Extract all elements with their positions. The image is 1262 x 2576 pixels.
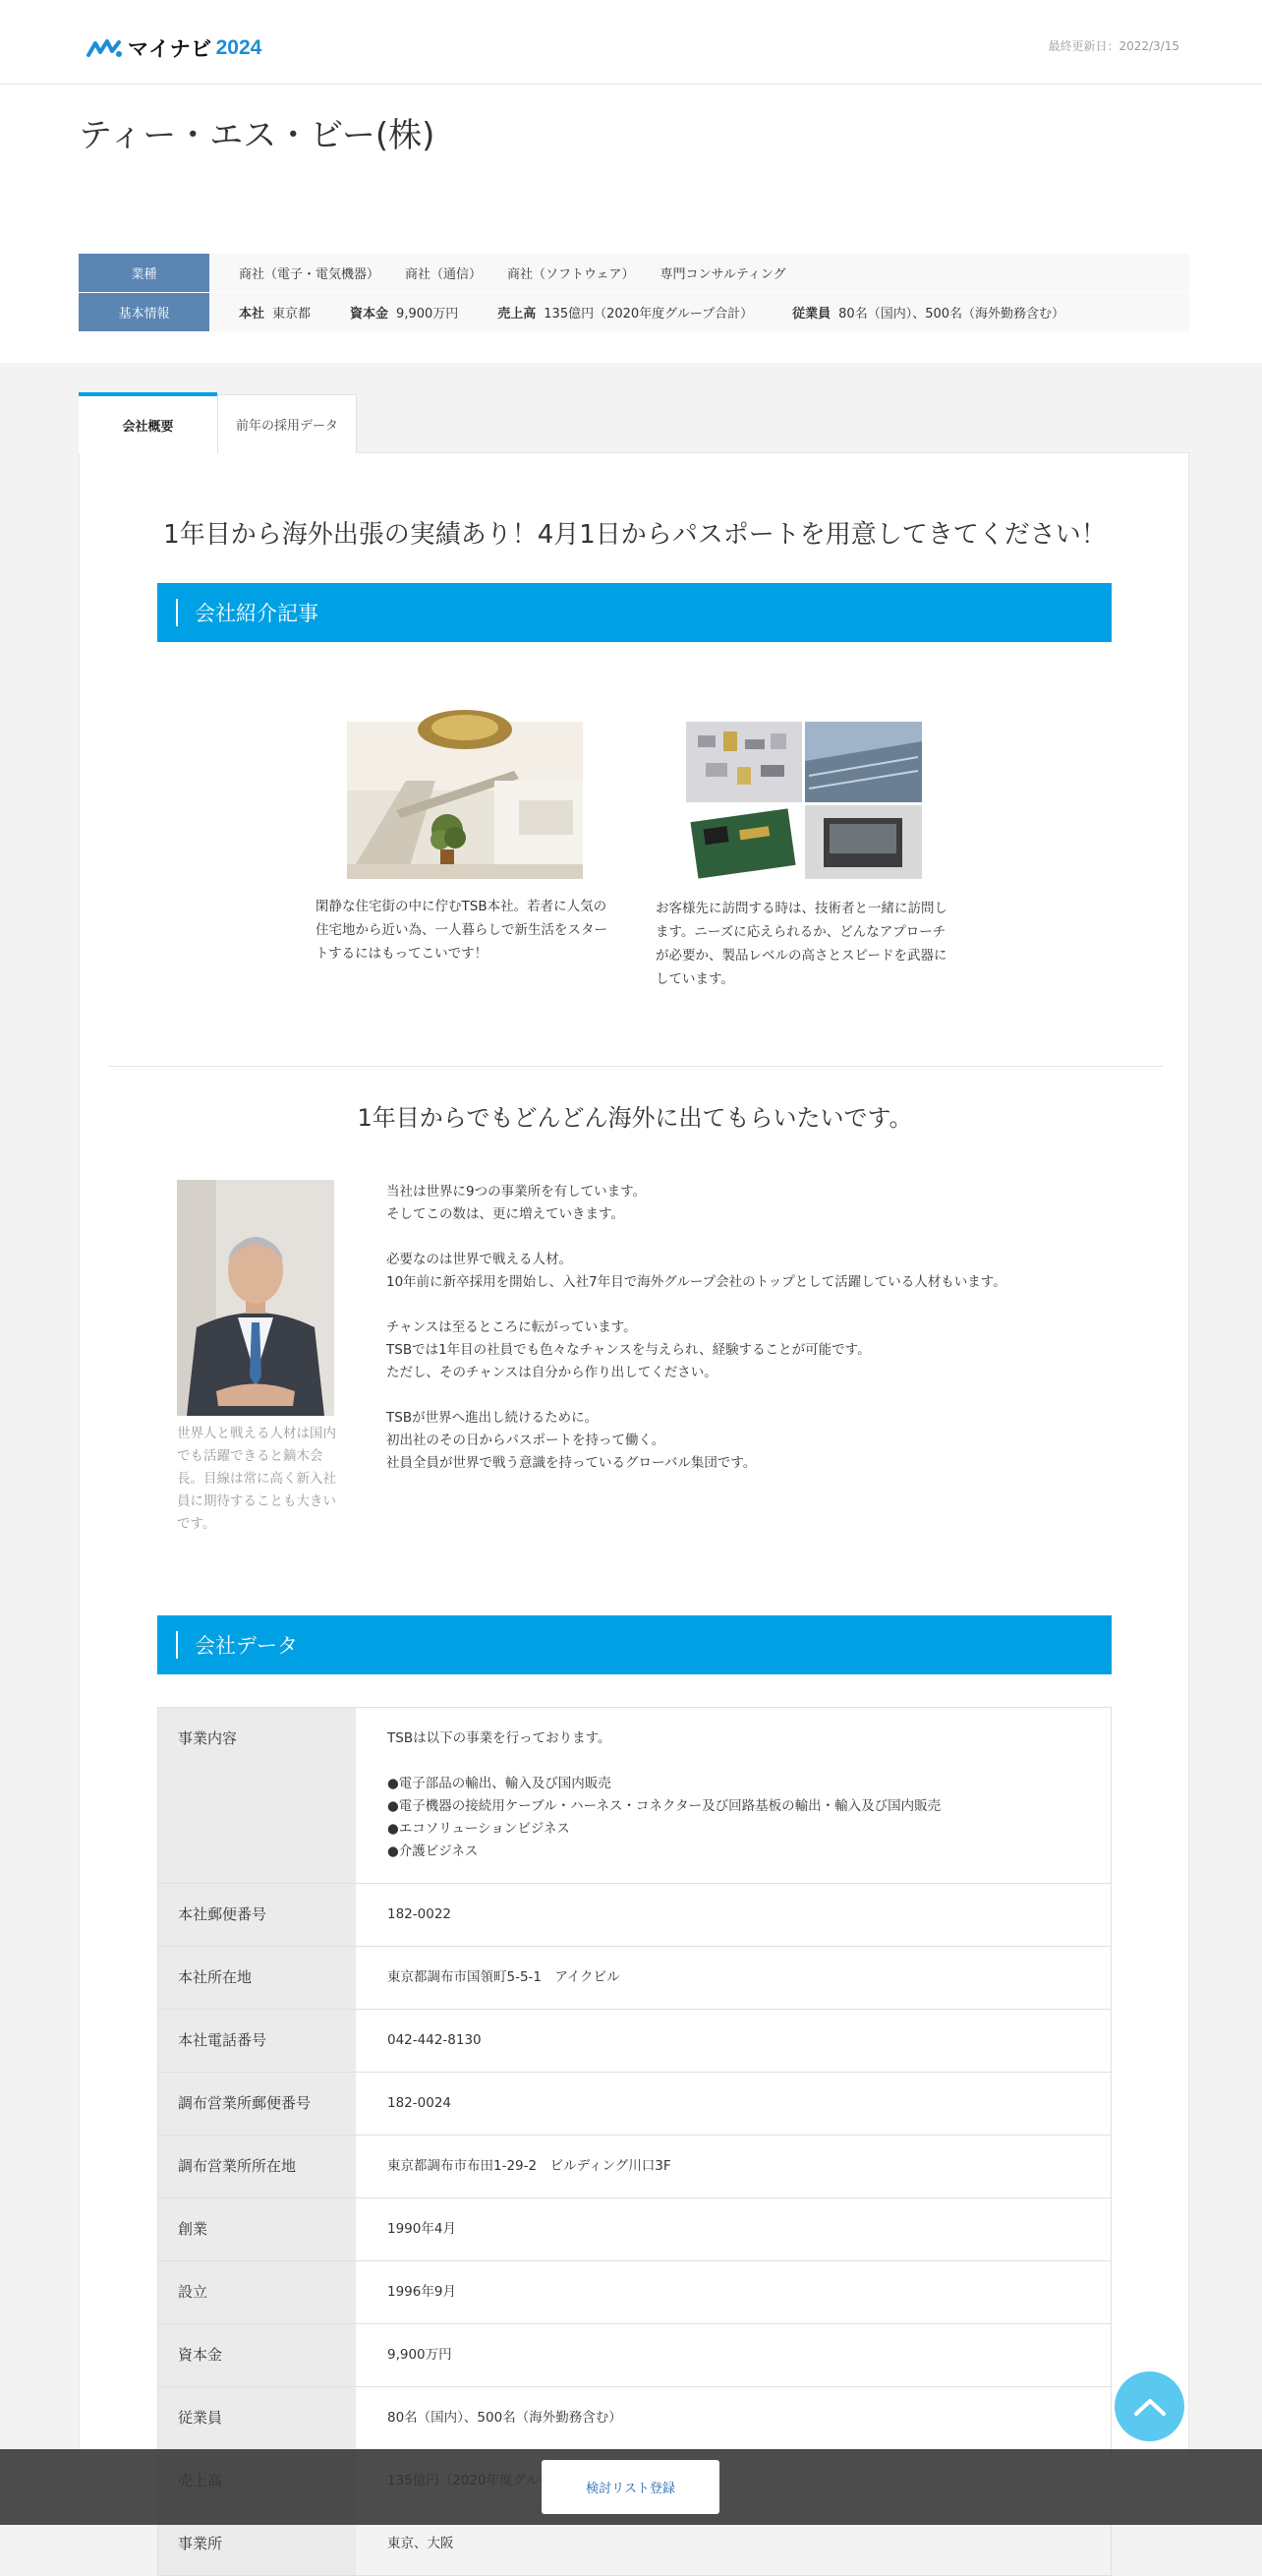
basic-info-list xyxy=(209,303,1104,322)
row-value: 042-442-8130 xyxy=(387,2032,482,2048)
table-row xyxy=(158,1708,1111,1884)
basic-info-value: 80名（国内）、500名（海外勤務含む） xyxy=(838,307,1065,322)
message-paragraph xyxy=(386,1181,1133,1226)
industry-list xyxy=(209,263,812,282)
industry-item: 商社（通信） xyxy=(405,267,483,282)
message-line: 初出社のその日からパスポートを持って働く。 xyxy=(386,1433,665,1448)
message-line: チャンスは至るところに転がっています。 xyxy=(386,1319,637,1335)
industry-item: 専門コンサルティング xyxy=(660,267,786,282)
row-label: 従業員 xyxy=(158,2387,356,2449)
row-label: 事業所 xyxy=(158,2513,356,2575)
scroll-to-top-button[interactable] xyxy=(1115,2371,1184,2441)
chevron-up-icon xyxy=(1133,2397,1167,2417)
logo-year-text: 2024 xyxy=(215,36,262,59)
sub-catch-copy: 1年目からでもどんどん海外に出てもらいたいです。 xyxy=(357,1104,913,1132)
company-name: ティー・エス・ビー(株) xyxy=(79,116,435,155)
row-value: 182-0024 xyxy=(387,2095,451,2111)
basic-info-key: 本社 xyxy=(239,307,265,322)
tab-previous-recruitment-data[interactable]: 前年の採用データ xyxy=(217,394,357,453)
section-heading-company-data: 会社データ xyxy=(157,1615,1112,1674)
row-label: 本社郵便番号 xyxy=(158,1884,356,1946)
basic-info-item xyxy=(239,303,311,322)
row-value: 東京都調布市布田1-29-2 ビルディング川口3F xyxy=(387,2158,671,2174)
table-row xyxy=(158,1884,1111,1947)
mynavi-logo[interactable] xyxy=(86,33,261,63)
add-to-consideration-list-button[interactable]: 検討リスト登録 xyxy=(542,2460,719,2514)
row-label: 調布営業所所在地 xyxy=(158,2136,356,2197)
table-row xyxy=(158,2324,1111,2387)
logo-brand-text: マイナビ xyxy=(128,38,212,61)
industry-label: 業種 xyxy=(79,254,209,292)
basic-info-label: 基本情報 xyxy=(79,293,209,331)
last-updated: 最終更新日：2022/3/15 xyxy=(1048,39,1179,53)
basic-info-item xyxy=(350,303,458,322)
photo-head-office-lobby xyxy=(347,722,583,879)
basic-info-value: 9,900万円 xyxy=(396,307,459,322)
section-heading-articles: 会社紹介記事 xyxy=(157,583,1112,642)
message-paragraph xyxy=(386,1317,1133,1384)
bottom-action-bar xyxy=(0,2449,1262,2525)
table-row xyxy=(158,2387,1111,2450)
article-caption-1: 閑静な住宅街の中に佇むTSB本社。若者に人気の住宅地から近い為、一人暮らしで新生活をスタートするにはもってこいです！ xyxy=(316,899,607,962)
row-value: 182-0022 xyxy=(387,1906,451,1922)
business-item: ●電子機器の接続用ケーブル・ハーネス・コネクター及び回路基板の輸出・輸入及び国内販売 xyxy=(387,1798,942,1814)
message-paragraph xyxy=(386,1407,1133,1475)
table-row xyxy=(158,2198,1111,2261)
message-line: TSBでは1年目の社員でも色々なチャンスを与えられ、経験することが可能です。 xyxy=(386,1342,871,1358)
basic-info-row xyxy=(79,293,1189,331)
basic-info-item xyxy=(497,303,753,322)
message-line: 10年前に新卒採用を開始し、入社7年目で海外グループ会社のトップとして活躍している人材もいます。 xyxy=(386,1274,1006,1290)
row-value: 東京、大阪 xyxy=(387,2536,454,2551)
business-item: ●エコソリューションビジネス xyxy=(387,1821,570,1837)
tab-company-overview[interactable]: 会社概要 xyxy=(79,392,217,453)
products-collage-illustration xyxy=(686,722,922,879)
site-header xyxy=(0,0,1262,85)
table-row xyxy=(158,2261,1111,2324)
row-label: 創業 xyxy=(158,2198,356,2260)
message-line: 必要なのは世界で戦える人材。 xyxy=(386,1252,572,1267)
chairman-portrait-illustration xyxy=(177,1180,334,1416)
industry-item: 商社（電子・電気機器） xyxy=(239,267,380,282)
row-label: 調布営業所郵便番号 xyxy=(158,2073,356,2135)
basic-info-key: 売上高 xyxy=(497,307,537,322)
message-line: 当社は世界に9つの事業所を有しています。 xyxy=(386,1184,647,1200)
company-data-table xyxy=(157,1707,1112,2576)
basic-info-key: 資本金 xyxy=(350,307,389,322)
row-value: 1990年4月 xyxy=(387,2221,456,2237)
row-label: 資本金 xyxy=(158,2324,356,2386)
industry-item: 商社（ソフトウェア） xyxy=(507,267,635,282)
business-description xyxy=(356,1708,1111,1883)
message-line: そしてこの数は、更に増えていきます。 xyxy=(386,1206,624,1222)
row-label: 本社所在地 xyxy=(158,1947,356,2009)
mynavi-mark-icon xyxy=(86,37,124,59)
section-divider xyxy=(107,1066,1163,1067)
basic-info-item xyxy=(792,303,1064,322)
article-caption-2: お客様先に訪問する時は、技術者と一緒に訪問します。ニーズに応えられるか、どんなアプローチが必要か、製品レベルの高さとスピードを武器にしています。 xyxy=(656,901,947,987)
lobby-photo-illustration xyxy=(347,722,583,879)
message-line: ただし、そのチャンスは自分から作り出してください。 xyxy=(386,1365,717,1380)
row-label: 事業内容 xyxy=(158,1708,356,1883)
business-intro: TSBは以下の事業を行っております。 xyxy=(387,1730,611,1746)
row-value: 9,900万円 xyxy=(387,2347,452,2363)
industry-row xyxy=(79,254,1189,292)
table-row xyxy=(158,2010,1111,2073)
company-header-section xyxy=(0,85,1262,363)
table-row xyxy=(158,2073,1111,2136)
president-message xyxy=(386,1181,1133,1497)
catch-copy: 1年目から海外出張の実績あり！4月1日からパスポートを用意してきてください！ xyxy=(163,520,1107,550)
row-value: 1996年9月 xyxy=(387,2284,456,2300)
company-summary-table xyxy=(79,254,1189,332)
photo-products-collage xyxy=(686,722,922,879)
row-value: 80名（国内）、500名（海外勤務含む） xyxy=(387,2410,622,2426)
business-item: ●介護ビジネス xyxy=(387,1844,479,1859)
message-line: TSBが世界へ進出し続けるために。 xyxy=(386,1410,599,1426)
message-paragraph xyxy=(386,1249,1133,1294)
chairman-portrait xyxy=(177,1180,334,1416)
row-value: 東京都調布市国領町5-5-1 アイクビル xyxy=(387,1969,620,1985)
business-item: ●電子部品の輸出、輸入及び国内販売 xyxy=(387,1776,611,1791)
portrait-caption: 世界人と戦える人材は国内でも活躍できると鏑木会長。目線は常に高く新入社員に期待することも大きいです。 xyxy=(177,1426,336,1532)
basic-info-value: 135億円（2020年度グループ合計） xyxy=(544,307,754,322)
page-tabs xyxy=(79,392,357,453)
basic-info-value: 東京都 xyxy=(272,307,312,322)
basic-info-key: 従業員 xyxy=(792,307,832,322)
message-line: 社員全員が世界で戦う意識を持っているグローバル集団です。 xyxy=(386,1455,757,1471)
row-label: 設立 xyxy=(158,2261,356,2323)
table-row xyxy=(158,2136,1111,2198)
row-label: 本社電話番号 xyxy=(158,2010,356,2072)
company-overview-panel xyxy=(79,452,1189,2552)
table-row xyxy=(158,1947,1111,2010)
